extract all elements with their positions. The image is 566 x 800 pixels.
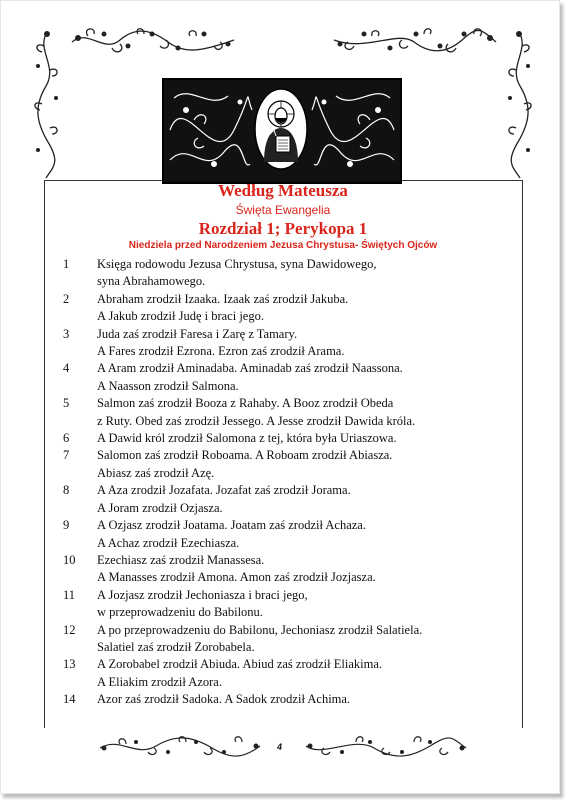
verse-number: 10	[63, 552, 76, 567]
verse-line: syna Abrahamowego.	[97, 274, 206, 289]
book-title: Według Mateusza	[218, 181, 348, 200]
verse-item	[63, 587, 523, 622]
floral-ornament-icon	[302, 734, 470, 760]
verse-number: 7	[63, 448, 70, 463]
verse-item	[63, 430, 523, 447]
page-number: 4	[277, 742, 283, 752]
floral-ornament-icon	[330, 24, 500, 58]
verse-number: 12	[63, 622, 76, 637]
verse-line: Salmon zaś zrodził Booza z Rahaby. A Booz zrodził Obeda	[97, 396, 394, 411]
verse-number: 6	[63, 431, 70, 446]
verse-number: 9	[63, 518, 70, 533]
verse-number: 1	[63, 257, 70, 271]
verse-number: 11	[63, 587, 76, 602]
verse-line: A Joram zrodził Ozjasza.	[97, 500, 223, 515]
verse-item	[63, 482, 523, 517]
verse-line: A Ozjasz zrodził Joatama. Joatam zaś zrodził Achaza.	[97, 518, 366, 533]
verse-line: Juda zaś zrodził Faresa i Zarę z Tamary.	[97, 326, 298, 341]
verse-item	[63, 395, 523, 430]
frame-left-line	[44, 180, 45, 728]
verse-item	[63, 447, 523, 482]
verse-number: 13	[63, 657, 76, 672]
verse-item	[63, 656, 523, 691]
vine-frame-icon	[32, 30, 62, 180]
verse-line: A Aram zrodził Aminadaba. Aminadab zaś zrodził Naassona.	[97, 361, 403, 376]
verse-line: A Fares zrodził Ezrona. Ezron zaś zrodził Arama.	[97, 344, 345, 359]
verse-line: Księga rodowodu Jezusa Chrystusa, syna Dawidowego,	[97, 257, 377, 271]
verse-list	[63, 256, 523, 709]
verse-item	[63, 360, 523, 395]
floral-ornament-icon	[96, 734, 264, 760]
vine-frame-icon	[504, 30, 534, 180]
verse-line: A Manasses zrodził Amona. Amon zaś zrodził Jozjasza.	[97, 570, 376, 585]
verse-line: A Eliakim zrodził Azora.	[97, 674, 222, 689]
verse-line: Salomon zaś zrodził Roboama. A Roboam zrodził Abiasza.	[97, 448, 393, 463]
book-subtitle: Święta Ewangelia	[235, 203, 331, 217]
verse-item	[63, 517, 523, 552]
verse-line: A Achaz zrodził Ezechiasza.	[97, 535, 240, 550]
verse-number: 4	[63, 361, 70, 376]
verse-line: Salatiel zaś zrodził Zorobabela.	[97, 639, 255, 654]
feast-heading: Niedziela przed Narodzeniem Jezusa Chrystusa- Świętych Ojców	[128, 240, 438, 251]
verse-item	[63, 622, 523, 657]
verse-item	[63, 552, 523, 587]
verse-line: Abiasz zaś zrodził Azę.	[97, 465, 215, 480]
verse-line: A Jakub zrodził Judę i braci jego.	[97, 309, 264, 324]
verse-number: 14	[63, 692, 76, 707]
floral-ornament-icon	[68, 24, 238, 58]
verse-line: z Ruty. Obed zaś zrodził Jessego. A Jesse zrodził Dawida króla.	[97, 413, 416, 428]
verse-item	[63, 256, 523, 291]
verse-line: A Aza zrodził Jozafata. Jozafat zaś zrodził Jorama.	[97, 483, 351, 498]
verse-line: Azor zaś zrodził Sadoka. A Sadok zrodził Achima.	[97, 692, 351, 707]
verse-line: Ezechiasz zaś zrodził Manassesa.	[97, 552, 265, 567]
verse-item	[63, 326, 523, 361]
chapter-heading: Rozdział 1; Perykopa 1	[198, 219, 368, 238]
verse-item	[63, 291, 523, 326]
verse-line: A Dawid król zrodził Salomona z tej, która była Uriaszowa.	[97, 431, 397, 446]
verse-line: A Zorobabel zrodził Abiuda. Abiud zaś zrodził Eliakima.	[97, 657, 382, 672]
verse-line: w przeprowadzeniu do Babilonu.	[97, 605, 263, 620]
verse-line: A po przeprowadzeniu do Babilonu, Jechoniasz zrodził Salatiela.	[97, 622, 423, 637]
verse-number: 5	[63, 396, 70, 411]
verse-number: 8	[63, 483, 70, 498]
verse-line: A Jozjasz zrodził Jechoniasza i braci jego,	[97, 587, 308, 602]
verse-line: A Naasson zrodził Salmona.	[97, 378, 239, 393]
verse-number: 3	[63, 326, 70, 341]
verse-item	[63, 691, 523, 708]
verse-line: Abraham zrodził Izaaka. Izaak zaś zrodził Jakuba.	[97, 291, 349, 306]
verse-number: 2	[63, 291, 70, 306]
christ-pantocrator-icon	[254, 88, 308, 170]
